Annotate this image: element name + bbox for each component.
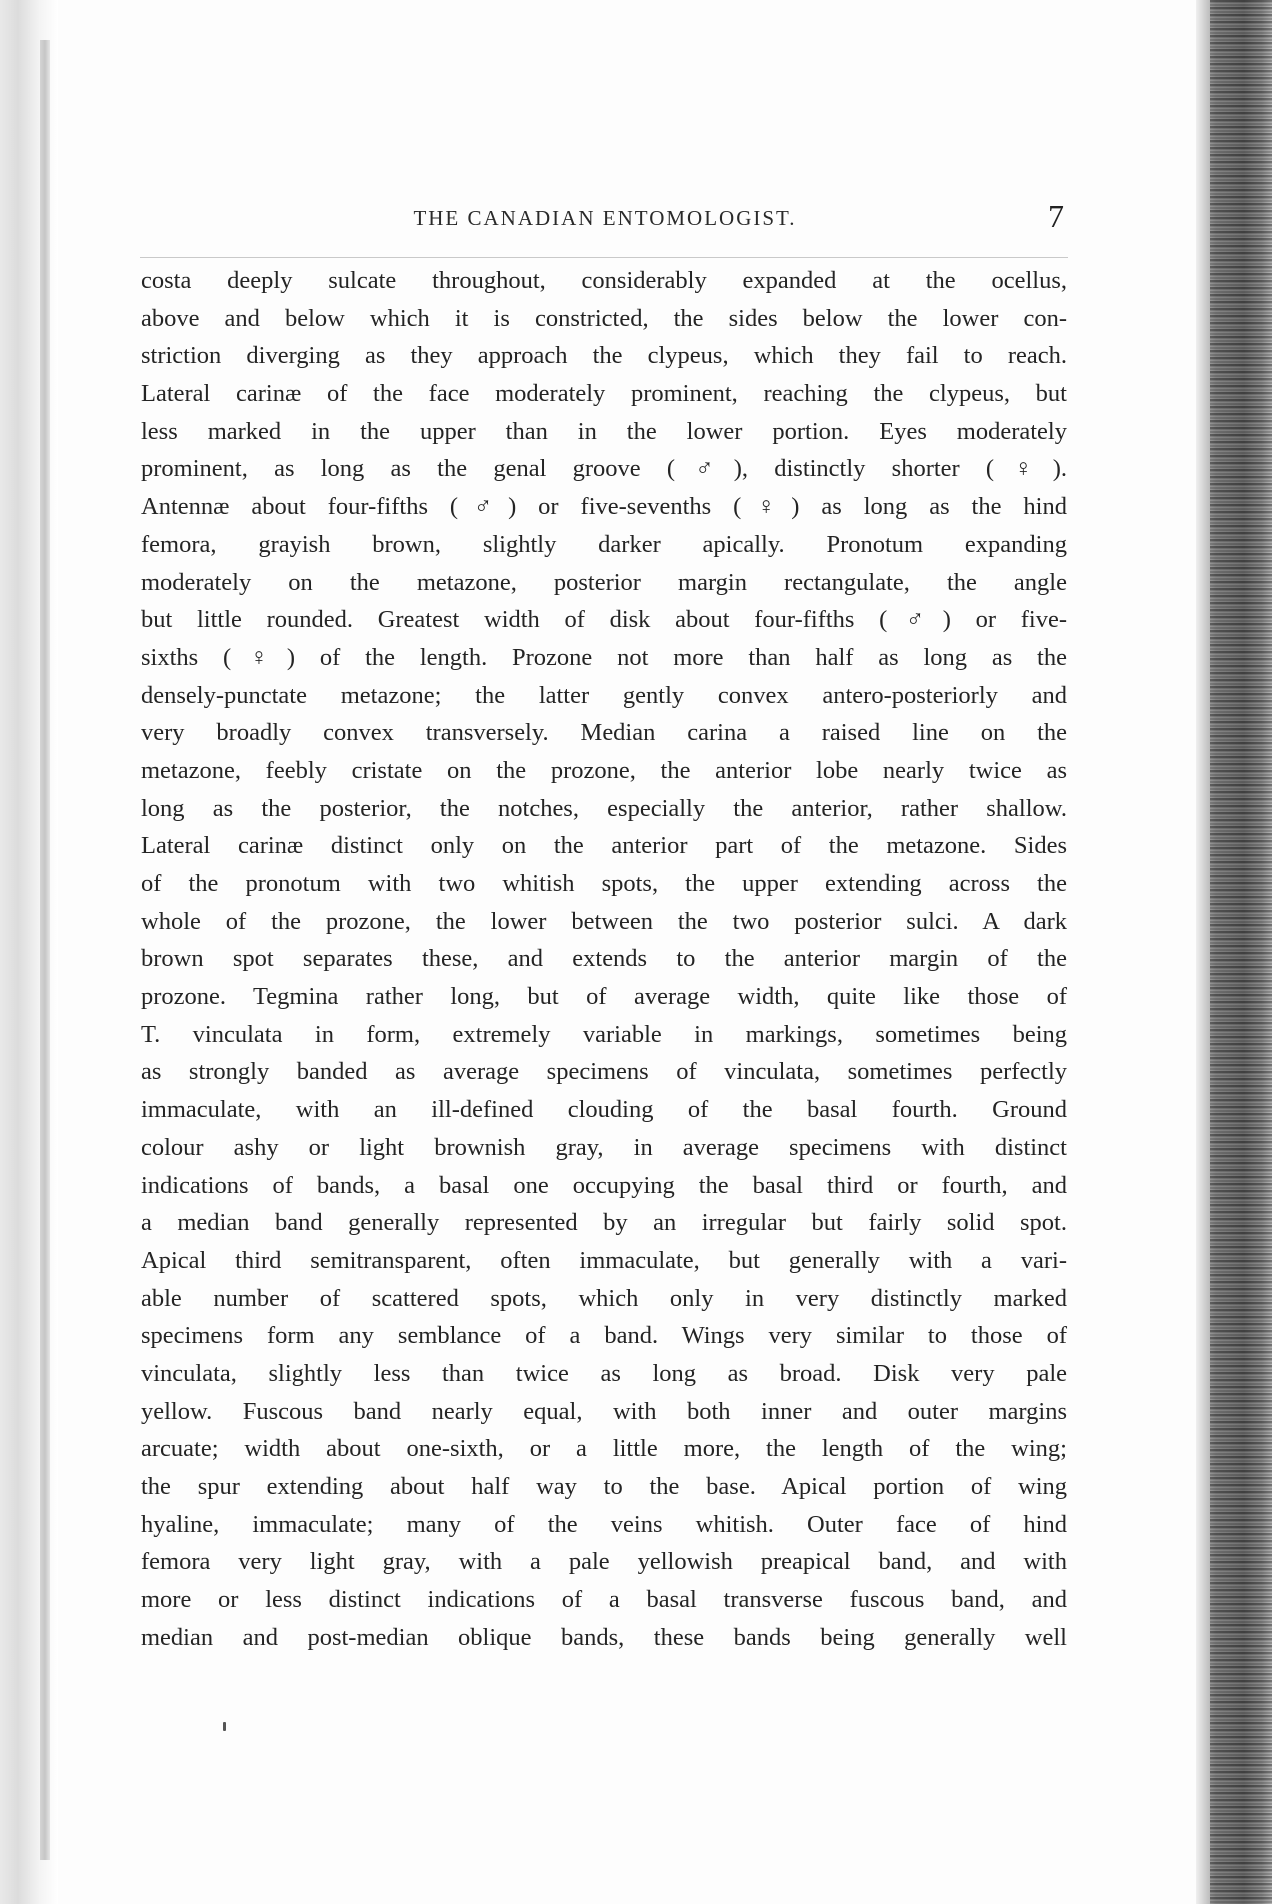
text-line: able number of scattered spots, which only in very distinctly marked bbox=[141, 1284, 1067, 1312]
page-number: 7 bbox=[1048, 198, 1064, 234]
text-line: vinculata, slightly less than twice as long as broad. Disk very pale bbox=[141, 1359, 1067, 1387]
text-line: the spur extending about half way to the base. Apical portion of wing bbox=[141, 1473, 1067, 1500]
page-edge-inner bbox=[1196, 0, 1210, 1904]
text-line: brown spot separates these, and extends to the anterior margin of the bbox=[141, 945, 1067, 973]
text-line: yellow. Fuscous band nearly equal, with both inner and outer margins bbox=[141, 1397, 1067, 1425]
text-line: as strongly banded as average specimens of vinculata, sometimes perfectly bbox=[141, 1058, 1067, 1086]
text-line: moderately on the metazone, posterior margin rectangulate, the angle bbox=[141, 568, 1067, 596]
text-line: hyaline, immaculate; many of the veins whitish. Outer face of hind bbox=[141, 1510, 1067, 1538]
text-line: long as the posterior, the notches, especially the anterior, rather shallow. bbox=[141, 794, 1067, 822]
text-line: arcuate; width about one-sixth, or a little more, the length of the wing; bbox=[141, 1435, 1067, 1463]
text-line: median and post-median oblique bands, these bands being generally well bbox=[141, 1623, 1067, 1651]
header-rule bbox=[140, 257, 1068, 258]
binding-shadow-bar bbox=[40, 40, 50, 1860]
text-line: immaculate, with an ill-defined clouding of the basal fourth. Ground bbox=[141, 1096, 1067, 1124]
text-line: but little rounded. Greatest width of disk about four-fifths (♂) or five- bbox=[141, 606, 1067, 634]
text-line: striction diverging as they approach the clypeus, which they fail to reach. bbox=[141, 342, 1067, 370]
text-line: Lateral carinæ of the face moderately prominent, reaching the clypeus, but bbox=[141, 380, 1067, 408]
page-edges bbox=[1196, 0, 1272, 1904]
text-line: less marked in the upper than in the lower portion. Eyes moderately bbox=[141, 417, 1067, 445]
text-line: femora, grayish brown, slightly darker apically. Pronotum expanding bbox=[141, 530, 1067, 558]
ink-speck bbox=[223, 1722, 226, 1731]
binding-shadow bbox=[0, 0, 58, 1904]
text-line: T. vinculata in form, extremely variable in markings, sometimes being bbox=[141, 1020, 1067, 1048]
text-line: more or less distinct indications of a basal transverse fuscous band, and bbox=[141, 1586, 1067, 1614]
text-line: prozone. Tegmina rather long, but of average width, quite like those of bbox=[141, 983, 1067, 1011]
text-line: sixths (♀) of the length. Prozone not more than half as long as the bbox=[141, 643, 1067, 671]
text-line: costa deeply sulcate throughout, considerably expanded at the ocellus, bbox=[141, 267, 1067, 294]
text-line: femora very light gray, with a pale yellowish preapical band, and with bbox=[141, 1548, 1067, 1576]
text-line: specimens form any semblance of a band. Wings very similar to those of bbox=[141, 1322, 1067, 1350]
text-line: of the pronotum with two whitish spots, the upper extending across the bbox=[141, 870, 1067, 897]
text-line: densely-punctate metazone; the latter gently convex antero-posteriorly and bbox=[141, 681, 1067, 709]
text-line: prominent, as long as the genal groove (♂), distinctly shorter (♀). bbox=[141, 455, 1067, 483]
text-line: Lateral carinæ distinct only on the anterior part of the metazone. Sides bbox=[141, 832, 1067, 860]
text-line: very broadly convex transversely. Median carina a raised line on the bbox=[141, 719, 1067, 747]
running-header bbox=[140, 198, 1070, 238]
running-title: THE CANADIAN ENTOMOLOGIST. bbox=[413, 206, 797, 230]
text-line: Antennæ about four-fifths (♂) or five-sevenths (♀) as long as the hind bbox=[141, 493, 1067, 521]
text-line: indications of bands, a basal one occupying the basal third or fourth, and bbox=[141, 1171, 1067, 1199]
text-line: Apical third semitransparent, often immaculate, but generally with a vari- bbox=[141, 1246, 1067, 1274]
text-line: metazone, feebly cristate on the prozone, the anterior lobe nearly twice as bbox=[141, 756, 1067, 784]
text-line: colour ashy or light brownish gray, in average specimens with distinct bbox=[141, 1133, 1067, 1161]
text-line: above and below which it is constricted, the sides below the lower con- bbox=[141, 304, 1067, 332]
body-paragraph bbox=[141, 262, 1067, 1656]
text-line: a median band generally represented by an irregular but fairly solid spot. bbox=[141, 1209, 1067, 1237]
text-line: whole of the prozone, the lower between the two posterior sulci. A dark bbox=[141, 907, 1067, 935]
